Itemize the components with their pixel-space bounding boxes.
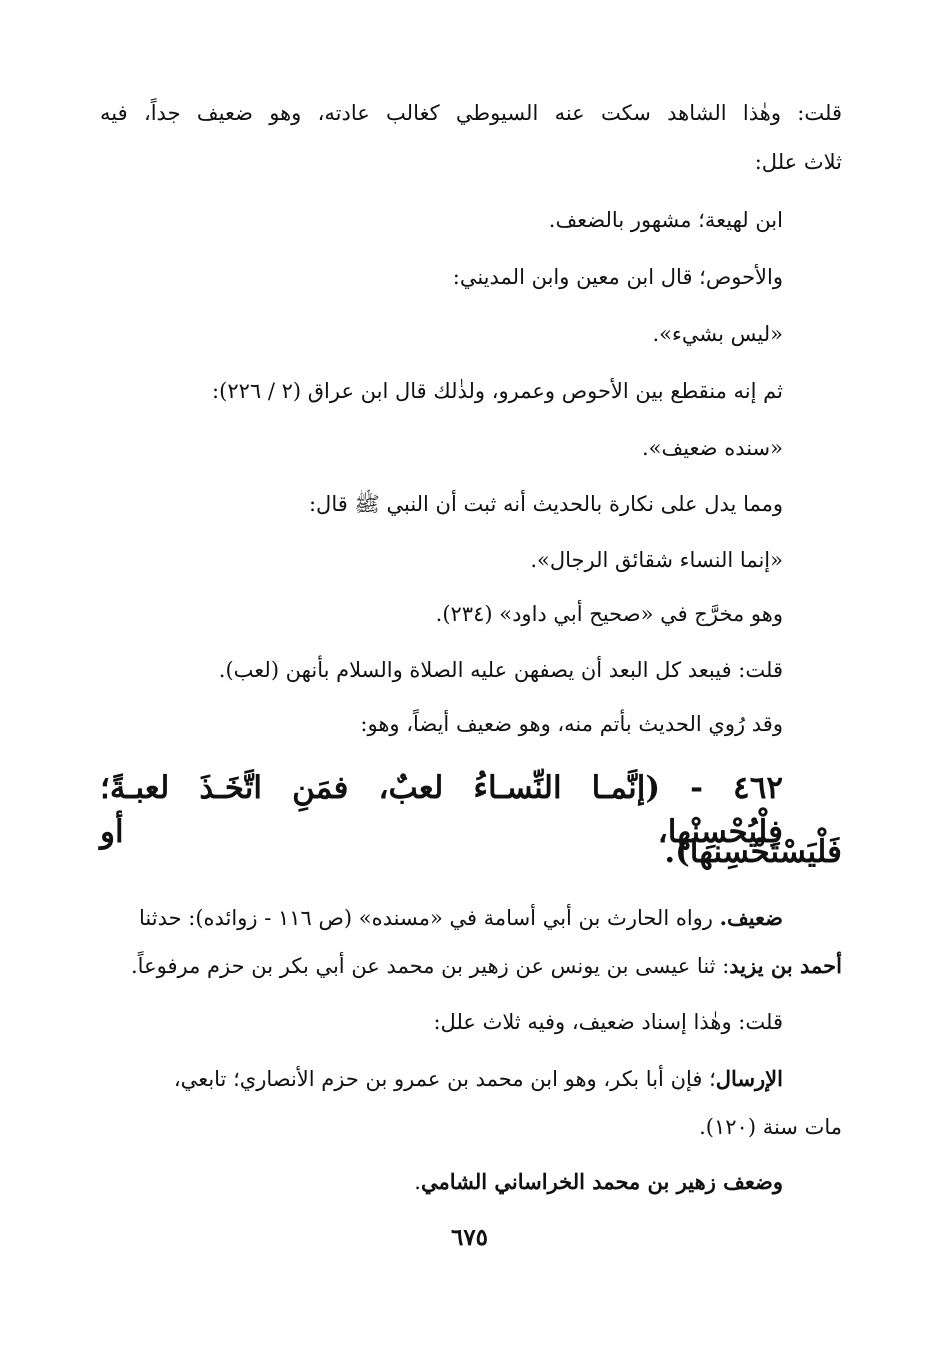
text-line — [414, 1167, 783, 1197]
quote-line: «ليس بشيء». — [652, 322, 783, 346]
text-line: ومما يدل على نكارة بالحديث أنه ثبت أن النبي ﷺ قال: — [308, 492, 783, 516]
page-number: ٦٧٥ — [450, 1224, 489, 1251]
irsal-word: الإرسال — [715, 1066, 783, 1091]
text-line: ابن لهيعة؛ مشهور بالضعف. — [548, 208, 783, 232]
weak-narrator: وضعف زهير بن محمد الخراساني الشامي — [420, 1169, 783, 1194]
text-line: مات سنة (١٢٠). — [699, 1115, 842, 1139]
text-line: قلت: وهٰذا الشاهد سكت عنه السيوطي كغالب عادته، وهو ضعيف جداً، فيه — [100, 101, 842, 125]
chain-text: : ثنا عيسى بن يونس عن زهير بن محمد عن أبي بكر بن حزم مرفوعاً. — [131, 954, 730, 978]
text-line: قلت: فيبعد كل البعد أن يصفهن عليه الصلاة والسلام بأنهن (لعب). — [218, 658, 783, 682]
text-line: وقد رُوي الحديث بأتم منه، وهو ضعيف أيضاً، وهو: — [360, 712, 783, 736]
hadith-heading-line: فَلْيَسْتَحْسِنها). — [664, 834, 842, 870]
text-line: وهو مخرَّج في «صحيح أبي داود» (٢٣٤). — [435, 602, 783, 626]
hadith-heading-line: ٤٦٢ - (إنَّمـا النِّسـاءُ لعبٌ، فمَنِ اتَّخَـذَ لعبـةً؛ فلْيُحْسِنْها، أو — [100, 770, 783, 850]
text-line: ثلاث علل: — [754, 150, 842, 174]
weak-end: . — [414, 1170, 421, 1194]
irsal-text: ؛ فإن أبا بكر، وهو ابن محمد بن عمرو بن حزم الأنصاري؛ تابعي، — [173, 1067, 716, 1091]
narrator-name: أحمد بن يزيد — [729, 953, 842, 978]
text-line: والأحوص؛ قال ابن معين وابن المديني: — [452, 265, 783, 289]
quote-line: «سنده ضعيف». — [641, 436, 783, 460]
text-line: قلت: وهٰذا إسناد ضعيف، وفيه ثلاث علل: — [433, 1010, 783, 1034]
grading-word: ضعيف. — [719, 905, 783, 930]
grading-text: رواه الحارث بن أبي أسامة في «مسنده» (ص ١١٦ - زوائده): حدثنا — [139, 906, 713, 930]
text-line — [131, 951, 842, 981]
grading-line — [100, 903, 783, 933]
quote-line: «إنما النساء شقائق الرجال». — [530, 548, 783, 572]
text-line: ثم إنه منقطع بين الأحوص وعمرو، ولذٰلك قال ابن عراق (٢ / ٢٢٦): — [212, 379, 783, 403]
text-line — [100, 1064, 783, 1094]
